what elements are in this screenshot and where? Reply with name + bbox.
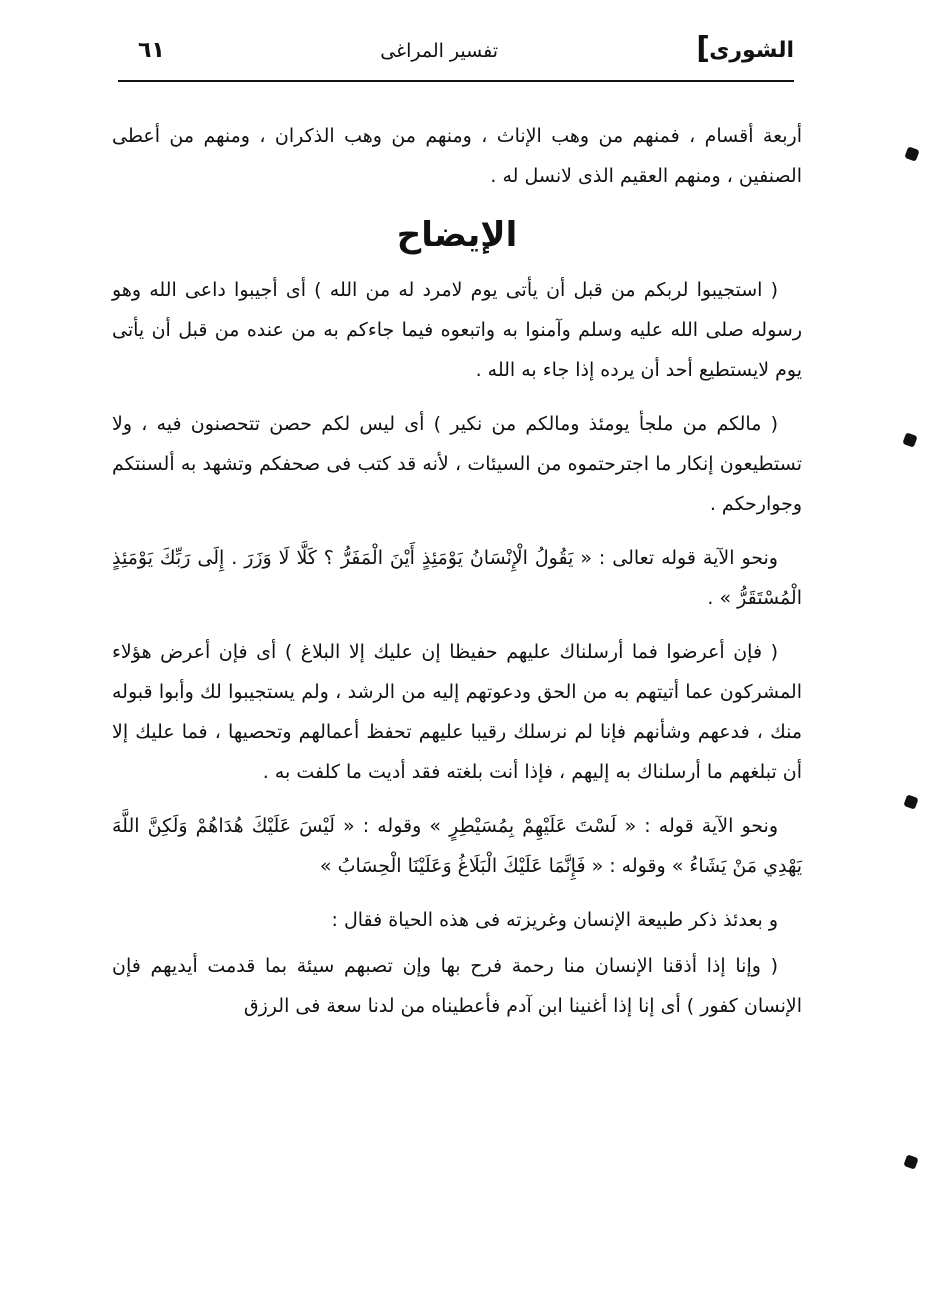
- paragraph-4: ( فإن أعرضوا فما أرسلناك عليهم حفيظا إن عليك إلا البلاغ ) أى فإن أعرض هؤلاء المشركون عما أتيتهم به من الحق ودعوتهم إليه من الرشد ، ولم يستجيبوا لك وأبوا قبوله منك ، فدعهم وشأنهم فإنا لم نرسلك رقيبا عليهم تحفظ أعمالهم وتحصيها ، فما عليك إلا أن تبلغهم ما أرسلناك به إليهم ، فإذا أنت بلغته فقد أديت ما كلفت به .: [112, 641, 802, 783]
- intro-paragraph: أربعة أقسام ، فمنهم من وهب الإناث ، ومنهم من وهب الذكران ، ومنهم من أعطى الصنفين ، ومنهم العقيم الذى لانسل له .: [112, 125, 802, 187]
- paragraph-1: ( استجيبوا لربكم من قبل أن يأتى يوم لامرد له من الله ) أى أجيبوا داعى الله وهو رسوله صلى الله عليه وسلم وآمنوا به واتبعوه فيما جاءكم به من عنده من قبل أن يأتى يوم لايستطيع أحد أن يرده إذا جاء به الله .: [112, 279, 802, 381]
- margin-mark-3: [903, 794, 918, 809]
- paragraph-5: ونحو الآية قوله : « لَسْتَ عَلَيْهِمْ بِمُسَيْطِرٍ » وقوله : « لَيْسَ عَلَيْكَ هُدَاهُمْ وَلَكِنَّ اللَّهَ يَهْدِي مَنْ يَشَاءُ » وقوله : « فَإِنَّمَا عَلَيْكَ الْبَلَاغُ وَعَلَيْنَا الْحِسَابُ »: [112, 815, 802, 877]
- margin-mark-4: [903, 1154, 918, 1169]
- section-title: الإيضاح: [396, 215, 518, 255]
- paragraph-3: ونحو الآية قوله تعالى : « يَقُولُ الْإِنْسَانُ يَوْمَئِذٍ أَيْنَ الْمَفَرُّ ؟ كَلَّا لَا وَزَرَ . إِلَى رَبِّكَ يَوْمَئِذٍ الْمُسْتَقَرُّ » .: [112, 547, 802, 609]
- header-bracket: ]: [696, 31, 710, 66]
- paragraph-6: و بعدئذ ذكر طبيعة الإنسان وغريزته فى هذه الحياة فقال :: [331, 909, 778, 931]
- surah-name: الشورى: [709, 38, 794, 63]
- margin-mark-1: [904, 146, 919, 161]
- paragraph-2: ( مالكم من ملجأ يومئذ ومالكم من نكير ) أى ليس لكم حصن تتحصنون فيه ، ولا تستطيعون إنكار ما اجترحتموه من السيئات ، لأنه قد كتب فى صحفكم وتشهد به ألسنتكم وجوارحكم .: [112, 413, 802, 515]
- header-rule: [118, 80, 794, 82]
- paragraph-7: ( وإنا إذا أذقنا الإنسان منا رحمة فرح بها وإن تصبهم سيئة بما قدمت أيديهم فإن الإنسان كفور ) أى إنا إذا أغنينا ابن آدم فأعطيناه من لدنا سعة فى الرزق: [112, 955, 802, 1017]
- page-header: [118, 31, 794, 76]
- page-number: ٦١: [138, 38, 165, 63]
- book-title: تفسير المراغى: [380, 40, 498, 62]
- page-body: [112, 116, 802, 1040]
- margin-mark-2: [902, 432, 917, 447]
